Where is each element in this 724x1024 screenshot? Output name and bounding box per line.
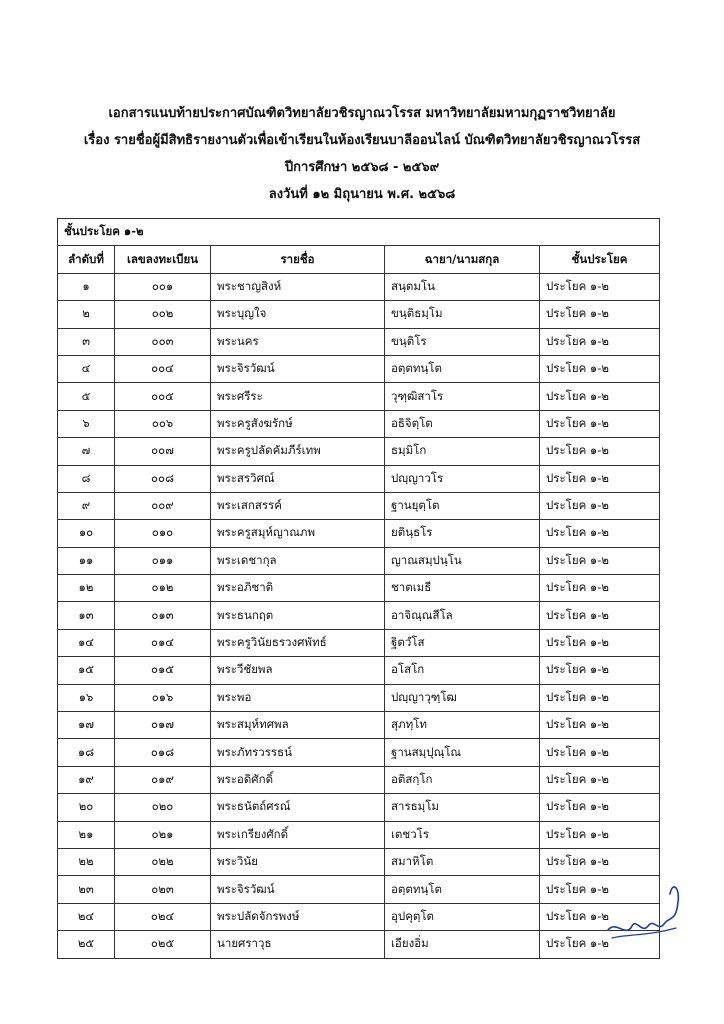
student-surname: ฐานยุตฺโต: [385, 492, 540, 519]
class-level: ประโยค ๑-๒: [540, 794, 660, 821]
registration-id: ๐๑๘: [115, 739, 211, 766]
student-name: พระพอ: [211, 684, 385, 711]
table-row: [58, 848, 660, 875]
student-surname: ญาณสมฺปนฺโน: [385, 547, 540, 574]
student-name: พระชาญสิงห์: [211, 273, 385, 300]
row-number: ๑๘: [58, 739, 115, 766]
class-level: ประโยค ๑-๒: [540, 575, 660, 602]
class-level: ประโยค ๑-๒: [540, 410, 660, 437]
student-name: พระบุญใจ: [211, 301, 385, 328]
registration-id: ๐๐๗: [115, 438, 211, 465]
class-level: ประโยค ๑-๒: [540, 492, 660, 519]
row-number: ๒๓: [58, 876, 115, 903]
row-number: ๒๐: [58, 794, 115, 821]
registration-id: ๐๑๓: [115, 602, 211, 629]
row-number: ๗: [58, 438, 115, 465]
row-number: ๒: [58, 301, 115, 328]
table-row: [58, 876, 660, 903]
row-number: ๒๑: [58, 821, 115, 848]
registration-id: ๐๒๒: [115, 848, 211, 875]
header-name: รายชื่อ: [211, 246, 385, 273]
table-row: [58, 301, 660, 328]
row-number: ๑๖: [58, 684, 115, 711]
table-body: [58, 273, 660, 958]
student-surname: เตชวโร: [385, 821, 540, 848]
row-number: ๙: [58, 492, 115, 519]
registration-id: ๐๒๓: [115, 876, 211, 903]
registration-id: ๐๐๒: [115, 301, 211, 328]
table-row: [58, 547, 660, 574]
student-name: พระครูปลัดคัมภีร์เทพ: [211, 438, 385, 465]
class-level: ประโยค ๑-๒: [540, 931, 660, 958]
registration-id: ๐๒๔: [115, 903, 211, 930]
class-level: ประโยค ๑-๒: [540, 657, 660, 684]
class-level: ประโยค ๑-๒: [540, 438, 660, 465]
table-row: [58, 766, 660, 793]
table-row: [58, 520, 660, 547]
header-surname: ฉายา/นามสกุล: [385, 246, 540, 273]
student-surname: วุฑฺฒิสาโร: [385, 383, 540, 410]
class-level: ประโยค ๑-๒: [540, 903, 660, 930]
table-row: [58, 465, 660, 492]
student-name: พระอดิศักดิ์: [211, 766, 385, 793]
student-surname: ขนฺติโร: [385, 328, 540, 355]
table-row: [58, 273, 660, 300]
student-name: พระนคร: [211, 328, 385, 355]
student-list-table: [57, 218, 660, 959]
row-number: ๑๒: [58, 575, 115, 602]
student-name: พระครูสังฆรักษ์: [211, 410, 385, 437]
student-name: พระวีชัยพล: [211, 657, 385, 684]
registration-id: ๐๐๖: [115, 410, 211, 437]
header-line-4: ลงวันที่ ๑๒ มิถุนายน พ.ศ. ๒๕๖๘: [268, 187, 456, 202]
class-level: ประโยค ๑-๒: [540, 848, 660, 875]
registration-id: ๐๐๓: [115, 328, 211, 355]
table-row: [58, 794, 660, 821]
registration-id: ๐๑๔: [115, 629, 211, 656]
student-name: พระธนัตถ์ศรณ์: [211, 794, 385, 821]
header-line-1: เอกสารแนบท้ายประกาศบัณฑิตวิทยาลัยวชิรญาณวโรรส มหาวิทยาลัยมหามกุฏราชวิทยาลัย: [108, 106, 616, 121]
registration-id: ๐๑๐: [115, 520, 211, 547]
table-row: [58, 712, 660, 739]
signature-mark: [598, 872, 688, 944]
student-name: พระสมุห์ทศพล: [211, 712, 385, 739]
registration-id: ๐๒๕: [115, 931, 211, 958]
section-title: ชั้นประโยค ๑-๒: [58, 219, 660, 246]
student-surname: อติสกฺโก: [385, 766, 540, 793]
student-surname: อตฺตทนฺโต: [385, 355, 540, 382]
table-row: [58, 739, 660, 766]
header-line-2: เรื่อง รายชื่อผู้มีสิทธิรายงานตัวเพื่อเข้าเรียนในห้องเรียนบาลีออนไลน์ บัณฑิตวิทยาลัยวชิรญาณวโรรส: [83, 133, 641, 148]
class-level: ประโยค ๑-๒: [540, 273, 660, 300]
class-level: ประโยค ๑-๒: [540, 328, 660, 355]
student-surname: สุภทฺโท: [385, 712, 540, 739]
table-row: [58, 684, 660, 711]
student-name: พระปลัดจักรพงษ์: [211, 903, 385, 930]
student-name: พระเสกสรรค์: [211, 492, 385, 519]
registration-id: ๐๑๕: [115, 657, 211, 684]
table-row: [58, 629, 660, 656]
registration-id: ๐๑๒: [115, 575, 211, 602]
row-number: ๒๕: [58, 931, 115, 958]
student-name: พระจิรวัฒน์: [211, 876, 385, 903]
student-surname: อุปคุตฺโต: [385, 903, 540, 930]
table-row: [58, 931, 660, 958]
student-name: พระวินัย: [211, 848, 385, 875]
student-surname: ปญฺญาวุฑฺโฒ: [385, 684, 540, 711]
student-surname: อตฺตทนฺโต: [385, 876, 540, 903]
row-number: ๑๓: [58, 602, 115, 629]
student-name: พระเดชากุล: [211, 547, 385, 574]
row-number: ๑๑: [58, 547, 115, 574]
registration-id: ๐๐๑: [115, 273, 211, 300]
student-name: พระเกรียงศักดิ์: [211, 821, 385, 848]
row-number: ๒๒: [58, 848, 115, 875]
table-row: [58, 657, 660, 684]
registration-id: ๐๑๑: [115, 547, 211, 574]
student-name: พระอภิชาติ: [211, 575, 385, 602]
student-surname: สารธมฺโม: [385, 794, 540, 821]
class-level: ประโยค ๑-๒: [540, 547, 660, 574]
row-number: ๒๔: [58, 903, 115, 930]
table-row: [58, 821, 660, 848]
class-level: ประโยค ๑-๒: [540, 766, 660, 793]
header-level: ชั้นประโยค: [540, 246, 660, 273]
class-level: ประโยค ๑-๒: [540, 684, 660, 711]
class-level: ประโยค ๑-๒: [540, 876, 660, 903]
table-row: [58, 355, 660, 382]
student-surname: ธมฺมิโก: [385, 438, 540, 465]
row-number: ๑๔: [58, 629, 115, 656]
registration-id: ๐๐๘: [115, 465, 211, 492]
header-line-3: ปีการศึกษา ๒๕๖๘ - ๒๕๖๙: [284, 160, 440, 175]
class-level: ประโยค ๑-๒: [540, 383, 660, 410]
table-row: [58, 383, 660, 410]
registration-id: ๐๒๐: [115, 794, 211, 821]
table-row: [58, 438, 660, 465]
class-level: ประโยค ๑-๒: [540, 821, 660, 848]
student-name: พระธนกฤต: [211, 602, 385, 629]
student-name: พระศรีระ: [211, 383, 385, 410]
class-level: ประโยค ๑-๒: [540, 629, 660, 656]
registration-id: ๐๑๖: [115, 684, 211, 711]
row-number: ๑: [58, 273, 115, 300]
row-number: ๕: [58, 383, 115, 410]
student-surname: เอียงอิ่ม: [385, 931, 540, 958]
table-row: [58, 602, 660, 629]
class-level: ประโยค ๑-๒: [540, 520, 660, 547]
student-surname: สมาหิโต: [385, 848, 540, 875]
row-number: ๖: [58, 410, 115, 437]
student-surname: อาจิณฺณสีโล: [385, 602, 540, 629]
student-name: นายศราวุธ: [211, 931, 385, 958]
registration-id: ๐๑๙: [115, 766, 211, 793]
student-surname: อโสโก: [385, 657, 540, 684]
class-level: ประโยค ๑-๒: [540, 355, 660, 382]
row-number: ๑๗: [58, 712, 115, 739]
student-surname: ปญฺญาวโร: [385, 465, 540, 492]
registration-id: ๐๐๔: [115, 355, 211, 382]
row-number: ๑๙: [58, 766, 115, 793]
class-level: ประโยค ๑-๒: [540, 602, 660, 629]
row-number: ๓: [58, 328, 115, 355]
registration-id: ๐๑๗: [115, 712, 211, 739]
student-surname: ฐิตวํโส: [385, 629, 540, 656]
registration-id: ๐๐๙: [115, 492, 211, 519]
student-name: พระภัทรวรรธน์: [211, 739, 385, 766]
table-row: [58, 492, 660, 519]
table-row: [58, 410, 660, 437]
row-number: ๘: [58, 465, 115, 492]
student-surname: ฐานสมฺปุณฺโณ: [385, 739, 540, 766]
student-surname: ยตินฺธโร: [385, 520, 540, 547]
table-row: [58, 903, 660, 930]
student-name: พระครูสมุห์ญาณภพ: [211, 520, 385, 547]
class-level: ประโยค ๑-๒: [540, 301, 660, 328]
row-number: ๔: [58, 355, 115, 382]
student-name: พระครูวินัยธรวงศพัทธ์: [211, 629, 385, 656]
header-reg-id: เลขลงทะเบียน: [115, 246, 211, 273]
registration-id: ๐๒๑: [115, 821, 211, 848]
student-surname: ชาตเมธี: [385, 575, 540, 602]
header-no: ลำดับที่: [58, 246, 115, 273]
student-surname: สนฺตมโน: [385, 273, 540, 300]
row-number: ๑๐: [58, 520, 115, 547]
student-surname: ขนฺติธมฺโม: [385, 301, 540, 328]
student-name: พระจิรวัฒน์: [211, 355, 385, 382]
table-row: [58, 575, 660, 602]
document-header: [0, 100, 724, 208]
class-level: ประโยค ๑-๒: [540, 465, 660, 492]
class-level: ประโยค ๑-๒: [540, 712, 660, 739]
table-row: [58, 328, 660, 355]
student-name: พระสรวิศณ์: [211, 465, 385, 492]
class-level: ประโยค ๑-๒: [540, 739, 660, 766]
row-number: ๑๕: [58, 657, 115, 684]
section-row: [58, 219, 660, 246]
header-row: [58, 246, 660, 273]
registration-id: ๐๐๕: [115, 383, 211, 410]
student-surname: อธิจิตฺโต: [385, 410, 540, 437]
